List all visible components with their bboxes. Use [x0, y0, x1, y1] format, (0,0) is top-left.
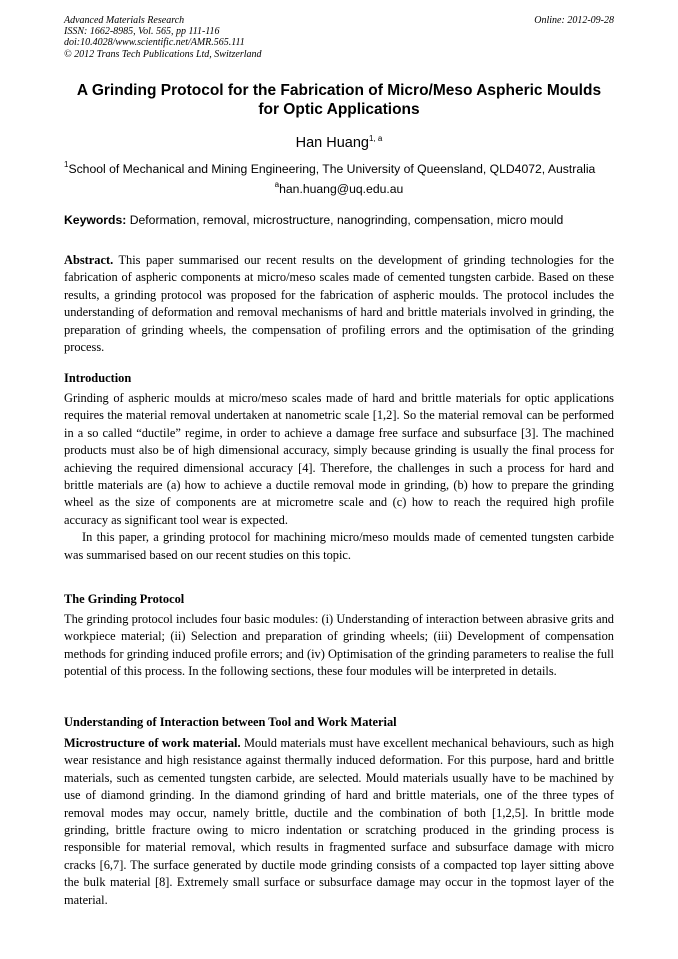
journal-name: Advanced Materials Research	[64, 15, 185, 26]
abstract-text: This paper summarised our recent results on the development of grinding technologies for the fabrication of aspheric components at micro/meso scales made of cemented tungsten carbide. Based on these results, a grinding protocol was proposed for the fabrication of aspheric moulds. The protocol includes the understanding of deformation and removal mechanisms of hard and brittle materials involved in grinding, the preparation of grinding wheels, the compensation of profiling errors and the optimisation of the grinding process.	[64, 253, 614, 355]
keywords-label: Keywords:	[64, 213, 127, 227]
introduction-heading: Introduction	[64, 371, 132, 385]
protocol-body	[64, 611, 614, 681]
affiliation-text: School of Mechanical and Mining Engineering, The University of Queensland, QLD4072, Australia	[68, 162, 596, 176]
author-email	[0, 177, 678, 197]
abstract-label: Abstract.	[64, 253, 114, 267]
abstract	[64, 252, 614, 356]
copyright-line: © 2012 Trans Tech Publications Ltd, Switzerland	[64, 48, 262, 60]
paper-title	[40, 81, 638, 119]
interaction-heading: Understanding of Interaction between Tool and Work Material	[64, 715, 397, 729]
keywords	[64, 213, 624, 228]
interaction-body	[64, 735, 614, 909]
journal-header	[64, 15, 262, 60]
email-sup: a	[274, 180, 280, 189]
introduction-body	[64, 390, 614, 564]
protocol-para: The grinding protocol includes four basic modules: (i) Understanding of interaction between abrasive grits and workpiece material; (ii) Selection and preparation of grinding wheels; (iii) Development of compensation methods for grinding induced profile errors; and (iv) Optimisation of the grinding parameters to realise the full potential of this process. In the following sections, these four modules will be interpreted in details.	[64, 612, 614, 679]
affiliation	[64, 157, 624, 177]
title-line-2: for Optic Applications	[258, 101, 420, 118]
author	[0, 130, 678, 152]
keywords-text: Deformation, removal, microstructure, nanogrinding, compensation, micro mould	[129, 213, 564, 227]
interaction-text: Mould materials must have excellent mechanical behaviours, such as high wear resistance and high resistance against thermally induced deformation. For this purpose, hard and brittle materials, such as cemented tungsten carbide, are selected. Mould materials usually have to be machined by use of diamond grinding. In the diamond grinding of hard and brittle materials, one of the three types of removal modes may occur, namely brittle, ductile and the combination of both [1,2,5]. In brittle mode grinding, brittle fracture owing to micro indentation or scratching produced in the grinding process is responsible for material removal, which results in fragmented surface and subsurface damage with micro cracks [6,7]. The surface generated by ductile mode grinding consists of a compacted top layer sitting above the bulk material [8]. Extremely small surface or subsurface damage may occur in the topmost layer of the material.	[64, 736, 614, 907]
introduction-para-1: Grinding of aspheric moulds at micro/meso scales made of hard and brittle materials for optic applications requires the material removal undertaken at nanometric scale [1,2]. So the material removal can be performed in a so called “ductile” regime, in order to achieve a damage free surface and subsurface [3]. The machined products must also be of high dimensional accuracy, simply because grinding is usually the final process for achieving the required dimensional accuracy [4]. Therefore, the challenges in such a process for hard and brittle materials are (a) how to achieve a ductile removal mode in grinding, (b) how to prepare the grinding wheel as the size of components are at micrometre scale and (c) how to reach the required high profile accuracy as significant tool wear is expected.	[64, 391, 614, 527]
author-name: Han Huang	[295, 135, 369, 151]
interaction-lead: Microstructure of work material.	[64, 736, 241, 750]
online-date: Online: 2012-09-28	[534, 15, 614, 26]
protocol-heading: The Grinding Protocol	[64, 592, 185, 606]
title-line-1: A Grinding Protocol for the Fabrication of Micro/Meso Aspheric Moulds	[76, 82, 602, 99]
introduction-para-2: In this paper, a grinding protocol for machining micro/meso moulds made of cemented tungsten carbide was summarised based on our recent studies on this topic.	[64, 530, 614, 562]
issn-line: ISSN: 1662-8985, Vol. 565, pp 111-116	[64, 26, 220, 38]
email-text: han.huang@uq.edu.au	[279, 182, 404, 196]
author-sup: 1, a	[369, 134, 383, 143]
affiliation-sup: 1	[64, 160, 69, 169]
doi-line: doi:10.4028/www.scientific.net/AMR.565.111	[64, 37, 245, 49]
